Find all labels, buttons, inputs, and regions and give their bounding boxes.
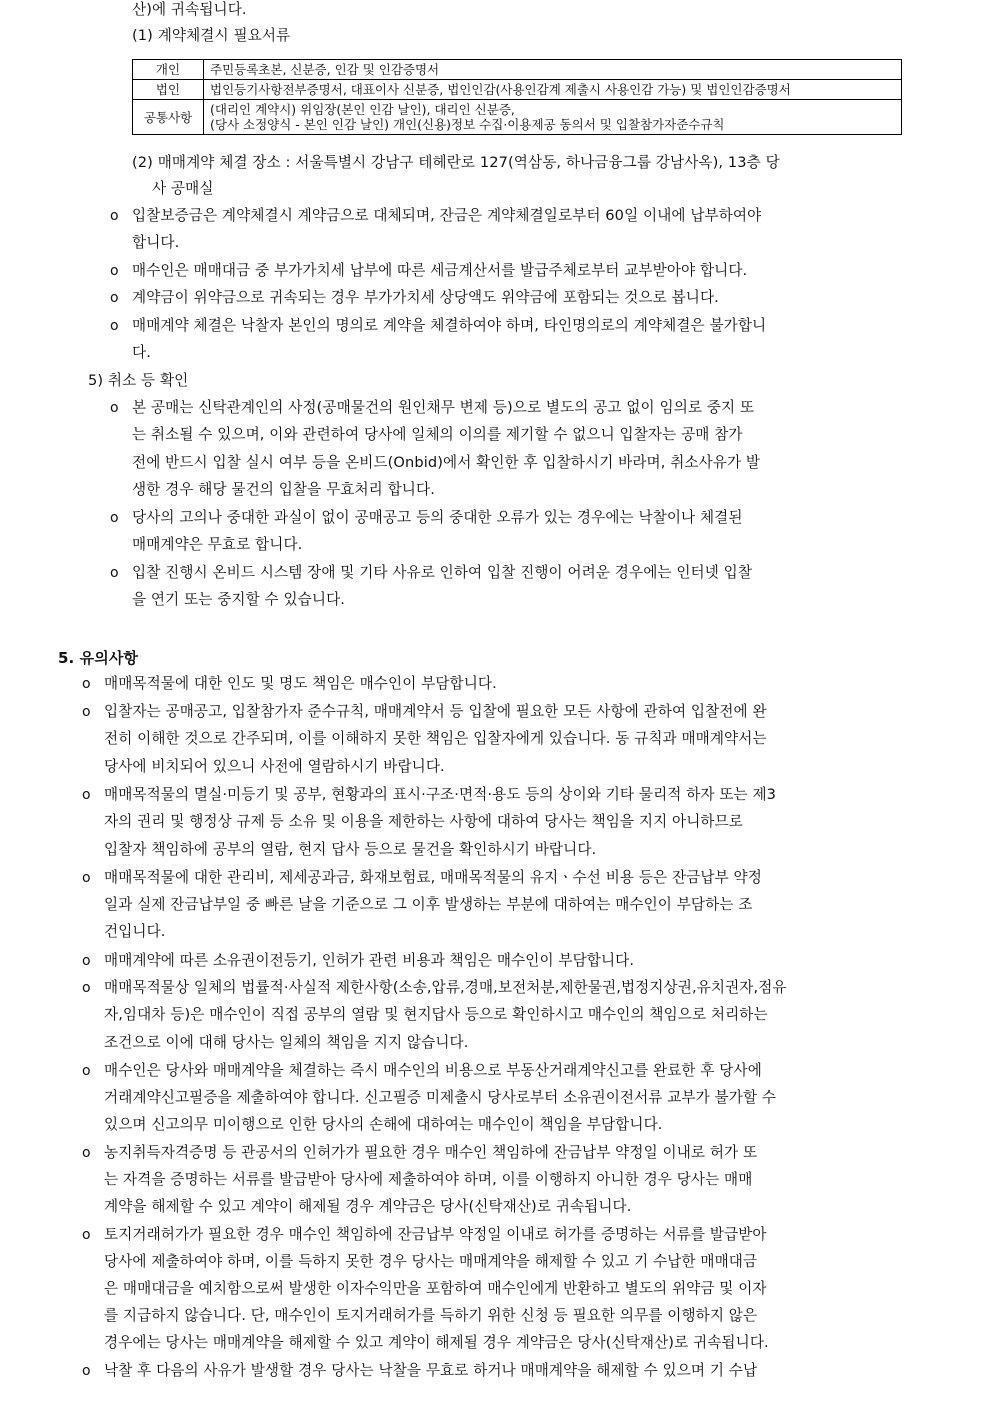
- bullet-marker: o: [110, 290, 119, 306]
- list-item: 토지거래허가가 필요한 경우 매수인 책임하에 잔금납부 약정일 이내로 허가를 증명하는 서류를 발급받아: [104, 1226, 767, 1243]
- required-docs-table: [132, 59, 902, 135]
- list-item: 다.: [132, 344, 151, 361]
- list-item: 입찰자 책임하에 공부의 열람, 현지 답사 등으로 물건을 확인하시기 바랍니다.: [104, 841, 597, 858]
- list-item: 은 매매대금을 예치함으로써 발생한 이자수익만을 포함하여 매수인에게 반환하고 별도의 위약금 및 이자: [104, 1280, 767, 1297]
- table-row: [133, 100, 902, 135]
- list-item: 생한 경우 해당 물건의 입찰을 무효처리 합니다.: [132, 481, 435, 498]
- list-item: 당사에 제출하여야 하며, 이를 득하지 못한 경우 당사는 매매계약을 해제할 수 있고 기 수납한 매매대금: [104, 1253, 758, 1270]
- list-item: 입찰자는 공매공고, 입찰참가자 준수규칙, 매매계약서 등 입찰에 필요한 모든 사항에 관하여 입찰전에 완: [104, 703, 767, 720]
- bullet-marker: o: [110, 510, 119, 526]
- table-row: [133, 80, 902, 100]
- table-cell-value: 법인등기사항전부증명서, 대표이사 신분증, 법인인감(사용인감계 제출시 사용인감 가능) 및 법인인감증명서: [204, 80, 902, 100]
- list-item: 본 공매는 신탁관계인의 사정(공매물건의 원인채무 변제 등)으로 별도의 공고 없이 임의로 중지 또: [132, 399, 755, 416]
- list-item: 계약을 해제할 수 있고 계약이 해제될 경우 계약금은 당사(신탁재산)로 귀속됩니다.: [104, 1198, 632, 1215]
- list-item: 매매목적물상 일체의 법률적·사실적 제한사항(소송,압류,경매,보전처분,제한물권,법정지상권,유치권자,점유: [104, 979, 787, 996]
- list-item: 매매계약 체결은 낙찰자 본인의 명의로 계약을 체결하여야 하며, 타인명의로의 계약체결은 불가합니: [132, 317, 767, 334]
- intro-tail: 산)에 귀속됩니다.: [132, 1, 247, 18]
- list-item: 매매목적물에 대한 관리비, 제세공과금, 화재보험료, 매매목적물의 유지ㆍ수선 비용 등은 잔금납부 약정: [104, 869, 762, 886]
- list-item: 있으며 신고의무 미이행으로 인한 당사의 손해에 대하여는 매수인이 책임을 부담합니다.: [104, 1116, 663, 1133]
- list-item: 자,임대차 등)은 매수인이 직접 공부의 열람 및 현지답사 등으로 확인하시고 매수인의 책임으로 처리하는: [104, 1006, 768, 1023]
- list-item: 경우에는 당사는 매매계약을 해제할 수 있고 계약이 해제될 경우 계약금은 당사(신탁재산)로 귀속됩니다.: [104, 1334, 769, 1351]
- table-cell-label: 공통사항: [133, 100, 204, 135]
- bullet-marker: o: [82, 787, 91, 803]
- list-item: 전히 이해한 것으로 간주되며, 이를 이해하지 못한 책임은 입찰자에게 있습니다. 동 규칙과 매매계약서는: [104, 730, 767, 747]
- list-item: 매수인은 매매대금 중 부가가치세 납부에 따른 세금계산서를 발급주체로부터 교부받아야 합니다.: [132, 262, 748, 279]
- list-item: 합니다.: [132, 234, 180, 251]
- table-cell-value: 주민등록초본, 신분증, 인감 및 인감증명서: [204, 60, 902, 80]
- list-item: 매수인은 당사와 매매계약을 체결하는 즉시 매수인의 비용으로 부동산거래계약신고를 완료한 후 당사에: [104, 1062, 762, 1079]
- bullet-marker: o: [110, 318, 119, 334]
- sub1-title: (1) 계약체결시 필요서류: [132, 27, 291, 44]
- sub2-line: 사 공매실: [152, 180, 214, 197]
- bullet-marker: o: [82, 676, 91, 692]
- bullet-marker: o: [110, 565, 119, 581]
- bullet-marker: o: [82, 980, 91, 996]
- bullet-marker: o: [82, 870, 91, 886]
- section-title: 5. 유의사항: [58, 649, 139, 667]
- list-item: 조건으로 이에 대해 당사는 일체의 책임을 지지 않습니다.: [104, 1034, 469, 1051]
- list-item: 낙찰 후 다음의 사유가 발생할 경우 당사는 낙찰을 무효로 하거나 매매계약을 해제할 수 있으며 기 수납: [104, 1362, 758, 1379]
- table-cell-label: 법인: [133, 80, 204, 100]
- list-item: 입찰 진행시 온비드 시스템 장애 및 기타 사유로 인하여 입찰 진행이 어려운 경우에는 인터넷 입찰: [132, 564, 753, 581]
- list-item: 농지취득자격증명 등 관공서의 인허가가 필요한 경우 매수인 책임하에 잔금납부 약정일 이내로 허가 또: [104, 1144, 758, 1161]
- sub2-line: (2) 매매계약 체결 장소 : 서울특별시 강남구 테헤란로 127(역삼동, 하나금융그룹 강남사옥), 13층 당: [132, 154, 780, 171]
- bullet-marker: o: [110, 400, 119, 416]
- bullet-marker: o: [82, 1363, 91, 1379]
- table-row: [133, 60, 902, 80]
- table-cell-line: (대리인 계약시) 위임장(본인 인감 날인), 대리인 신분증,: [210, 102, 515, 117]
- list-item: 일과 실제 잔금납부일 중 빠른 날을 기준으로 그 이후 발생하는 부분에 대하여는 매수인이 부담하는 조: [104, 896, 753, 913]
- list-item: 입찰보증금은 계약체결시 계약금으로 대체되며, 잔금은 계약체결일로부터 60일 이내에 납부하여야: [132, 207, 762, 224]
- sub5-title: 5) 취소 등 확인: [88, 372, 189, 389]
- bullet-marker: o: [82, 1063, 91, 1079]
- list-item: 매매계약은 무효로 합니다.: [132, 536, 303, 553]
- list-item: 매매계약에 따른 소유권이전등기, 인허가 관련 비용과 책임은 매수인이 부담합니다.: [104, 952, 635, 969]
- bullet-marker: o: [82, 1145, 91, 1161]
- bullet-marker: o: [110, 263, 119, 279]
- bullet-marker: o: [82, 704, 91, 720]
- table-cell-label: 개인: [133, 60, 204, 80]
- list-item: 당사의 고의나 중대한 과실이 없이 공매공고 등의 중대한 오류가 있는 경우에는 낙찰이나 체결된: [132, 509, 743, 526]
- bullet-marker: o: [82, 953, 91, 969]
- list-item: 당사에 비치되어 있으니 사전에 열람하시기 바랍니다.: [104, 758, 445, 775]
- list-item: 는 자격을 증명하는 서류를 발급받아 당사에 제출하여야 하며, 이를 이행하지 아니한 경우 당사는 매매: [104, 1171, 753, 1188]
- bullet-marker: o: [82, 1227, 91, 1243]
- list-item: 자의 권리 및 행정상 규제 등 소유 및 이용을 제한하는 사항에 대하여 당사는 책임을 지지 아니하므로: [104, 813, 743, 830]
- list-item: 계약금이 위약금으로 귀속되는 경우 부가가치세 상당액도 위약금에 포함되는 것으로 봅니다.: [132, 289, 719, 306]
- list-item: 는 취소될 수 있으며, 이와 관련하여 당사에 일체의 이의를 제기할 수 없으니 입찰자는 공매 참가: [132, 426, 743, 443]
- list-item: 매매목적물에 대한 인도 및 명도 책임은 매수인이 부담합니다.: [104, 675, 497, 692]
- list-item: 매매목적물의 멸실·미등기 및 공부, 현황과의 표시·구조·면적·용도 등의 상이와 기타 물리적 하자 또는 제3: [104, 786, 777, 803]
- list-item: 건입니다.: [104, 923, 166, 940]
- table-cell-line: (당사 소정양식 - 본인 인감 날인) 개인(신용)정보 수집·이용제공 동의서 및 입찰참가자준수규칙: [210, 117, 725, 132]
- list-item: 거래계약신고필증을 제출하여야 합니다. 신고필증 미제출시 당사로부터 소유권이전서류 교부가 불가할 수: [104, 1089, 777, 1106]
- list-item: 을 연기 또는 중지할 수 있습니다.: [132, 591, 346, 608]
- bullet-marker: o: [110, 208, 119, 224]
- list-item: 전에 반드시 입찰 실시 여부 등을 온비드(Onbid)에서 확인한 후 입찰하시기 바라며, 취소사유가 발: [132, 454, 761, 471]
- list-item: 를 지급하지 않습니다. 단, 매수인이 토지거래허가를 득하기 위한 신청 등 필요한 의무를 이행하지 않은: [104, 1307, 758, 1324]
- table-cell-value: [204, 100, 902, 135]
